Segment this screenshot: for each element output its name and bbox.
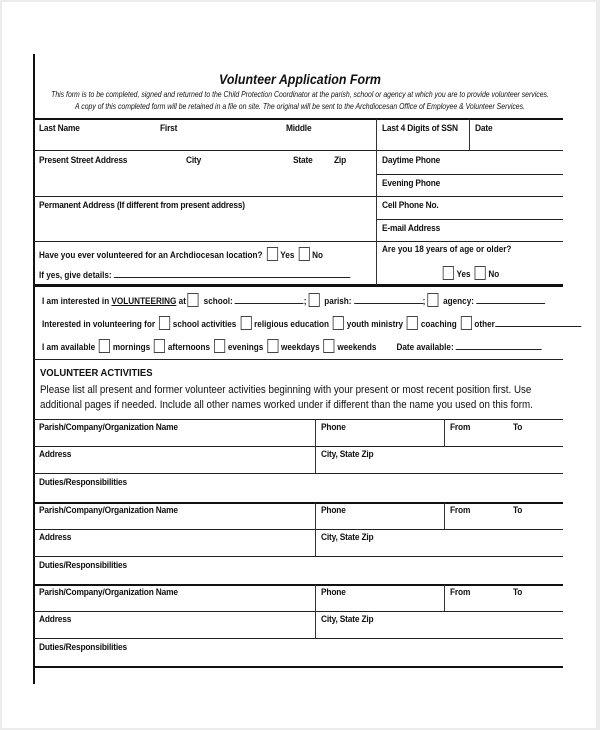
city-state-zip-label: City, State Zip <box>321 614 374 625</box>
to-label: To <box>513 587 523 598</box>
address-label: Address <box>39 532 72 543</box>
divider <box>377 174 563 175</box>
evenings-checkbox[interactable] <box>214 339 225 353</box>
interest-prefix: I am interested in <box>42 296 110 307</box>
cell-phone-label: Cell Phone No. <box>382 200 439 211</box>
age-no-checkbox[interactable] <box>475 266 486 280</box>
divider <box>34 502 563 504</box>
org-name-label: Parish/Company/Organization Name <box>39 422 178 433</box>
email-label: E-mail Address <box>382 223 441 234</box>
from-label: From <box>450 505 471 516</box>
religious-education-checkbox[interactable] <box>240 316 251 330</box>
divider <box>34 118 563 120</box>
weekdays-label: weekdays <box>281 342 320 353</box>
volunteering-emphasis: VOLUNTEERING <box>111 296 177 307</box>
age-answer-row <box>441 266 499 280</box>
divider <box>34 473 563 474</box>
interest-location-row: I am interested in VOLUNTEERING at school: ; parish: ; agency: <box>42 293 545 307</box>
last-name-label: Last Name <box>39 123 80 134</box>
divider-vertical <box>376 119 377 285</box>
interest-type-prefix: Interested in volunteering for <box>42 319 156 330</box>
school-checkbox[interactable] <box>188 293 199 307</box>
first-name-label: First <box>160 123 178 134</box>
agency-field[interactable] <box>476 294 545 304</box>
mornings-checkbox[interactable] <box>99 339 110 353</box>
instructions-line-2: A copy of this completed form will be retained in a file on site. The original will be sent to the Archdiocesan Office of Employee & Volunteer Services. <box>75 102 525 111</box>
age-yes-checkbox[interactable] <box>443 266 454 280</box>
volunteered-yes-checkbox[interactable] <box>267 247 278 261</box>
date-label: Date <box>475 123 493 134</box>
ssn-label: Last 4 Digits of SSN <box>382 123 458 134</box>
agency-checkbox[interactable] <box>427 293 438 307</box>
evenings-label: evenings <box>227 342 264 353</box>
phone-label: Phone <box>321 422 346 433</box>
date-available-field[interactable] <box>456 340 542 350</box>
phone-label: Phone <box>321 587 346 598</box>
divider <box>34 284 563 287</box>
volunteered-question: Have you ever volunteered for an Archdiocesan location? <box>39 250 263 261</box>
availability-prefix: I am available <box>42 342 96 353</box>
daytime-phone-label: Daytime Phone <box>382 155 441 166</box>
divider <box>34 196 563 197</box>
weekends-label: weekends <box>337 342 377 353</box>
divider-vertical <box>444 420 445 446</box>
duties-label: Duties/Responsibilities <box>39 642 127 653</box>
divider-vertical <box>315 503 316 556</box>
middle-name-label: Middle <box>286 123 312 134</box>
divider <box>34 611 563 612</box>
school-activities-label: school activities <box>172 319 237 330</box>
org-name-label: Parish/Company/Organization Name <box>39 505 178 516</box>
divider <box>34 241 563 242</box>
mornings-label: mornings <box>112 342 151 353</box>
state-label: State <box>293 155 313 166</box>
afternoons-checkbox[interactable] <box>154 339 165 353</box>
agency-label: agency: <box>443 296 474 307</box>
religious-education-label: religious education <box>254 319 330 330</box>
divider <box>34 638 563 639</box>
divider-vertical <box>315 420 316 473</box>
details-field[interactable] <box>114 268 351 278</box>
left-border <box>33 54 35 684</box>
divider <box>34 584 563 586</box>
divider-vertical <box>469 119 470 150</box>
coaching-label: coaching <box>420 319 457 330</box>
interest-type-row <box>42 316 581 330</box>
age-question: Are you 18 years of age or older? <box>382 244 512 255</box>
afternoons-label: afternoons <box>167 342 211 353</box>
divider <box>34 556 563 557</box>
duties-label: Duties/Responsibilities <box>39 477 127 488</box>
school-activities-checkbox[interactable] <box>159 316 170 330</box>
phone-label: Phone <box>321 505 346 516</box>
other-label: other <box>474 319 495 330</box>
no-label: No <box>488 269 500 280</box>
parish-checkbox[interactable] <box>308 293 319 307</box>
no-label: No <box>312 250 324 261</box>
volunteered-question-row <box>39 247 323 261</box>
address-label: Address <box>39 614 72 625</box>
yes-label: Yes <box>280 250 295 261</box>
coaching-checkbox[interactable] <box>407 316 418 330</box>
school-field[interactable] <box>235 294 304 304</box>
if-yes-label: If yes, give details: <box>39 270 112 281</box>
org-name-label: Parish/Company/Organization Name <box>39 587 178 598</box>
youth-ministry-checkbox[interactable] <box>333 316 344 330</box>
yes-label: Yes <box>456 269 471 280</box>
address-label: Address <box>39 449 72 460</box>
form-title: Volunteer Application Form <box>219 72 381 87</box>
date-available-label: Date available: <box>396 342 454 353</box>
from-label: From <box>450 422 471 433</box>
other-field[interactable] <box>495 317 581 327</box>
divider <box>34 529 563 530</box>
divider <box>34 446 563 447</box>
zip-label: Zip <box>334 155 347 166</box>
to-label: To <box>513 505 523 516</box>
evening-phone-label: Evening Phone <box>382 178 441 189</box>
activities-description: Please list all present and former volunteer activities beginning with your present or most recent position first. Use additional pages if needed. Include all other names worked under if different than the name you used on this form. <box>40 384 533 411</box>
other-checkbox[interactable] <box>461 316 472 330</box>
volunteered-no-checkbox[interactable] <box>298 247 309 261</box>
instructions-line-1: This form is to be completed, signed and returned to the Child Protection Coordinator at the parish, school or agency at which you are to provide volunteer services. <box>51 90 549 99</box>
availability-row <box>42 339 542 353</box>
street-address-label: Present Street Address <box>39 155 128 166</box>
at-label: at <box>178 296 186 307</box>
divider <box>34 666 563 668</box>
divider <box>377 219 563 220</box>
parish-field[interactable] <box>354 294 423 304</box>
divider <box>34 359 563 360</box>
details-row <box>39 268 350 281</box>
divider <box>34 419 563 420</box>
youth-ministry-label: youth ministry <box>346 319 404 330</box>
activities-heading: VOLUNTEER ACTIVITIES <box>40 367 153 379</box>
duties-label: Duties/Responsibilities <box>39 560 127 571</box>
school-label: school: <box>203 296 233 307</box>
weekends-checkbox[interactable] <box>324 339 335 353</box>
parish-label: parish: <box>324 296 352 307</box>
permanent-address-label: Permanent Address (If different from present address) <box>39 200 245 211</box>
from-label: From <box>450 587 471 598</box>
divider-vertical <box>315 585 316 638</box>
divider <box>34 150 563 151</box>
city-label: City <box>186 155 202 166</box>
to-label: To <box>513 422 523 433</box>
city-state-zip-label: City, State Zip <box>321 449 374 460</box>
divider-vertical <box>444 585 445 611</box>
city-state-zip-label: City, State Zip <box>321 532 374 543</box>
divider-vertical <box>444 503 445 529</box>
weekdays-checkbox[interactable] <box>267 339 278 353</box>
